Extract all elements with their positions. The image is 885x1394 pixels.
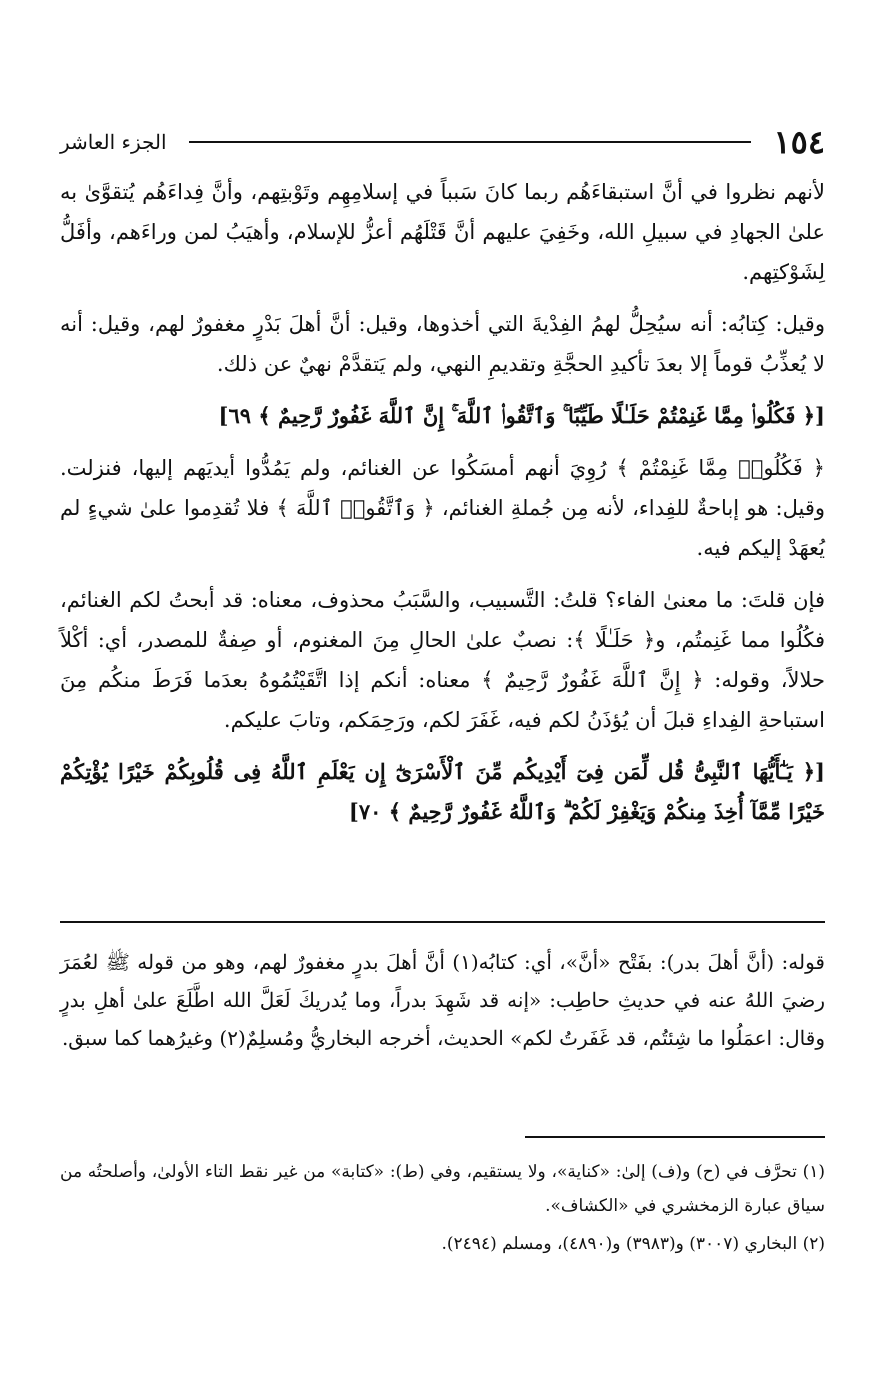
- footnotes: [60, 1155, 825, 1265]
- main-text: [60, 172, 825, 844]
- page-header: [60, 122, 825, 162]
- paragraph: فإن قلتَ: ما معنىٰ الفاء؟ قلتُ: التَّسبيب، والسَّبَبُ محذوف، معناه: قد أبحتُ لكم الغنائم، فكُلُوا مما غَنِمتُم، و﴿ حَلَـٰلًا ﴾: نصبٌ علىٰ الحالِ مِنَ المغنوم، أو صِفةٌ للمصدر، أي: أكْلاً حلالاً، وقوله: ﴿ إِنَّ ٱللَّهَ غَفُورٌ رَّحِيمٌ ﴾ معناه: أنكم إذا اتَّقَيْتُمُوهُ بعدَما فَرَطَ منكُم مِنَ استباحةِ الفِداءِ قبلَ أن يُؤذَنُ لكم فيه، غَفَرَ لكم، ورَحِمَكم، وتابَ عليكم.: [60, 588, 825, 732]
- paragraph: وقيل: كِتابُه: أنه سيُحِلُّ لهمُ الفِدْيةَ التي أخذوها، وقيل: أنَّ أهلَ بَدْرٍ مغفورٌ لهم، وقيل: أنه لا يُعذِّبُ قوماً إلا بعدَ تأكيدِ الحجَّةِ وتقديمِ النهي، ولم يَتقدَّمْ نهيٌ عن ذلك.: [60, 312, 825, 376]
- commentary-section: [60, 943, 825, 1057]
- quran-verse-69: [﴿ فَكُلُوا۟ مِمَّا غَنِمْتُمْ حَلَـٰلًا طَيِّبًا ۚ وَٱتَّقُوا۟ ٱللَّهَ ۚ إِنَّ ٱللَّهَ غَفُورٌ رَّحِيمٌ ﴾ ٦٩]: [218, 403, 825, 428]
- quran-verse-70: [﴿ يَـٰٓأَيُّهَا ٱلنَّبِىُّ قُل لِّمَن فِىٓ أَيْدِيكُم مِّنَ ٱلْأَسْرَىٰٓ إِن يَعْلَمِ ٱللَّهُ فِى قُلُوبِكُمْ خَيْرًا يُؤْتِكُمْ خَيْرًا مِّمَّآ أُخِذَ مِنكُمْ وَيَغْفِرْ لَكُمْ ۗ وَٱللَّهُ غَفُورٌ رَّحِيمٌ ﴾ ٧٠]: [60, 759, 825, 824]
- footnote-1: (١) تحرَّف في (ح) و(ف) إلىٰ: «كناية»، ولا يستقيم، وفي (ط): «كتابة» من غير نقط التاء الأولىٰ، وأصلحتُه من سياق عبارة الزمخشري في «الكشاف».: [60, 1162, 825, 1216]
- paragraph: ﴿ فَكُلُوا۟ مِمَّا غَنِمْتُمْ ﴾ رُوِيَ أنهم أمسَكُوا عن الغنائم، ولم يَمُدُّوا أيديَهم إليها، فنزلت. وقيل: هو إباحةٌ للفِداء، لأنه مِن جُملةِ الغنائم، ﴿ وَٱتَّقُوا۟ ٱللَّهَ ﴾ فلا تُقدِموا علىٰ شيءٍ لم يُعهَدْ إليكم فيه.: [60, 456, 825, 560]
- footnote-2: (٢) البخاري (٣٠٠٧) و(٣٩٨٣) و(٤٨٩٠)، ومسلم (٢٤٩٤).: [441, 1234, 825, 1254]
- header-rule: [189, 141, 752, 143]
- footnote-divider: [525, 1136, 825, 1138]
- paragraph: لأنهم نظروا في أنَّ استبقاءَهُم ربما كانَ سَبباً في إسلامِهِم وتَوْبتِهم، وأنَّ فِداءَهُم يُتقوَّىٰ به علىٰ الجهادِ في سبيلِ الله، وخَفِيَ عليهم أنَّ قَتْلَهُم أعزُّ للإسلام، وأهيَبُ لمن وراءَهم، وأفَلُّ لِشَوْكتِهم.: [60, 180, 825, 284]
- commentary-text: قوله: (أنَّ أهلَ بدر): بفَتْح «أنَّ»، أي: كتابُه(١) أنَّ أهلَ بدرٍ مغفورٌ لهم، وهو من قوله ﷺ لعُمَرَ رضيَ اللهُ عنه في حديثِ حاطِب: «إنه قد شَهِدَ بدراً، وما يُدريكَ لَعَلَّ الله اطَّلَعَ علىٰ أهلِ بدرٍ وقال: اعمَلُوا ما شِئتُم، قد غَفَرتُ لكم» الحديث، أخرجه البخاريُّ ومُسلِمٌ(٢) وغيرُهما كما سبق.: [60, 950, 825, 1050]
- running-title: الجزء العاشر: [60, 130, 167, 154]
- page-number: ١٥٤: [773, 123, 825, 161]
- section-divider: [60, 921, 825, 923]
